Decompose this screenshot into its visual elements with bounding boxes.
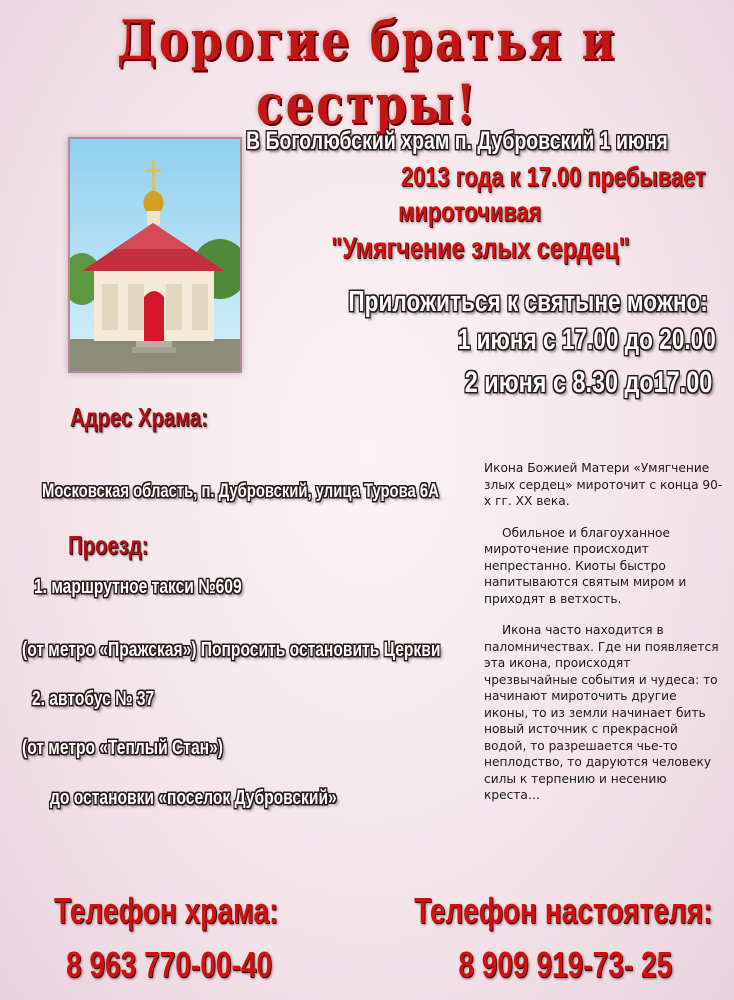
temple-phone-number[interactable]: 8 963 770-00-40 (66, 944, 273, 985)
announcement-line-1: В Боголюбский храм п. Дубровский 1 июня (246, 127, 668, 155)
route-1-note: (от метро «Пражская») Попросить остановить Церкви (22, 639, 441, 661)
rector-phone-label: Телефон настоятеля: (413, 890, 712, 931)
route-2: 2. автобус № 37 (32, 688, 155, 710)
description-paragraph-2: Обильное и благоуханное мироточение происходит непрестанно. Киоты быстро напитываются святым миром и приходят в ветхость. (484, 525, 687, 606)
route-2-note: (от метро «Теплый Стан») (22, 737, 223, 759)
icon-description (484, 460, 724, 819)
address-text: Московская область, п. Дубровский, улица Турова 6А (42, 481, 439, 502)
schedule-day-2: 2 июня с 8.30 до17.00 (464, 366, 712, 399)
church-photo (68, 137, 242, 373)
directions-heading: Проезд: (68, 530, 149, 560)
church-icon (70, 139, 240, 371)
route-2-stop: до остановки «поселок Дубровский» (50, 787, 337, 809)
schedule-day-1: 1 июня с 17.00 до 20.00 (457, 324, 716, 356)
icon-name: "Умягчение злых сердец" (330, 232, 630, 265)
temple-phone-label: Телефон храма: (54, 890, 279, 931)
route-1: 1. маршрутное такси №609 (34, 576, 242, 598)
description-paragraph-3: Икона часто находится в паломничествах. Где ни появляется эта икона, происходят чрезвычайные события и чудеса: то начинают мироточить другие иконы, то из земли начинает бить новый источник с прекрасной водой, то разрешается чье-то неплодство, то даруются человеку силы к терпению и несению креста… (484, 623, 719, 802)
page-title: Дорогие братья и сестры! (117, 8, 617, 136)
address-heading: Адрес Храма: (70, 402, 208, 432)
description-paragraph-1: Икона Божией Матери «Умягчение злых сердец» мироточит с конца 90-х гг. ХХ века. (484, 461, 723, 508)
announcement-line-2: 2013 года к 17.00 пребывает (401, 161, 706, 192)
announcement-line-3: мироточивая (398, 196, 542, 227)
schedule-heading: Приложиться к святыне можно: (348, 286, 708, 318)
rector-phone-number[interactable]: 8 909 919-73- 25 (458, 944, 672, 985)
